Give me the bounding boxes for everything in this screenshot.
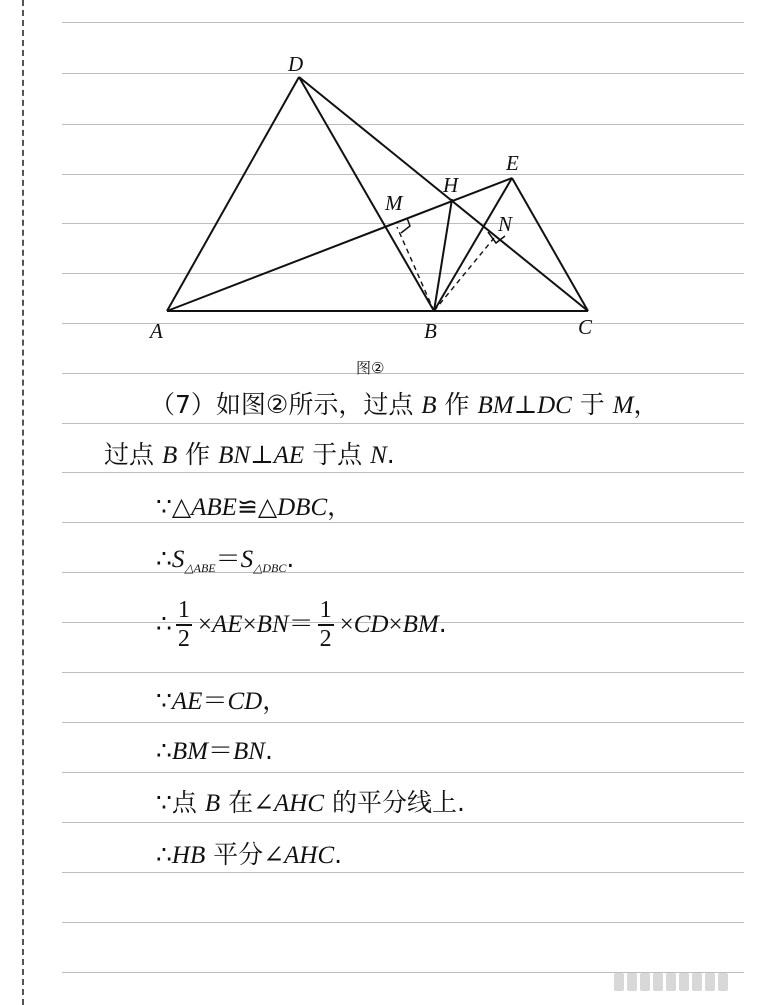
fraction-one-half: $\frac{1}{2}$	[319, 597, 332, 653]
solution-line-4: $\therefore S_{\triangle ABE}=S_{\triangle DBC}$.	[156, 544, 295, 575]
segment-DB	[299, 77, 434, 311]
solution-line-8: ∵点 B 在∠AHC 的平分线上.	[156, 788, 465, 817]
watermark-icons	[614, 973, 764, 997]
solution-line-2: 过点 B 作 BN⊥AE 于点 N.	[104, 440, 395, 469]
fraction-one-half: $\frac{1}{2}$	[177, 597, 190, 653]
label-B: B	[424, 319, 437, 343]
dashed-BM	[397, 227, 434, 311]
label-N: N	[498, 212, 513, 236]
solution-line-1: （7）如图②所示，过点 B 作 BM⊥DC 于 M，	[150, 390, 659, 419]
solution-line-7: ∴BM＝BN.	[156, 736, 273, 765]
label-M: M	[385, 191, 403, 215]
solution-line-9: ∴HB 平分∠AHC.	[156, 840, 343, 869]
solution-line-5: ∴ $\frac{1}{2}$ ×AE×BN＝ $\frac{1}{2}$ ×CD×BM.	[156, 597, 447, 653]
label-A: A	[150, 319, 163, 343]
label-E: E	[506, 151, 519, 175]
label-C: C	[578, 315, 593, 339]
label-D: D	[288, 52, 304, 76]
geometry-figure	[0, 0, 780, 380]
segment-AD	[167, 77, 299, 311]
solution-line-6: ∵AE＝CD，	[156, 686, 288, 715]
solution-line-3: ∵△ABE≌△DBC，	[156, 492, 353, 521]
figure-caption: 图②	[356, 359, 385, 377]
label-H: H	[443, 173, 459, 197]
segment-AE	[167, 178, 512, 311]
segment-EC	[512, 178, 588, 311]
